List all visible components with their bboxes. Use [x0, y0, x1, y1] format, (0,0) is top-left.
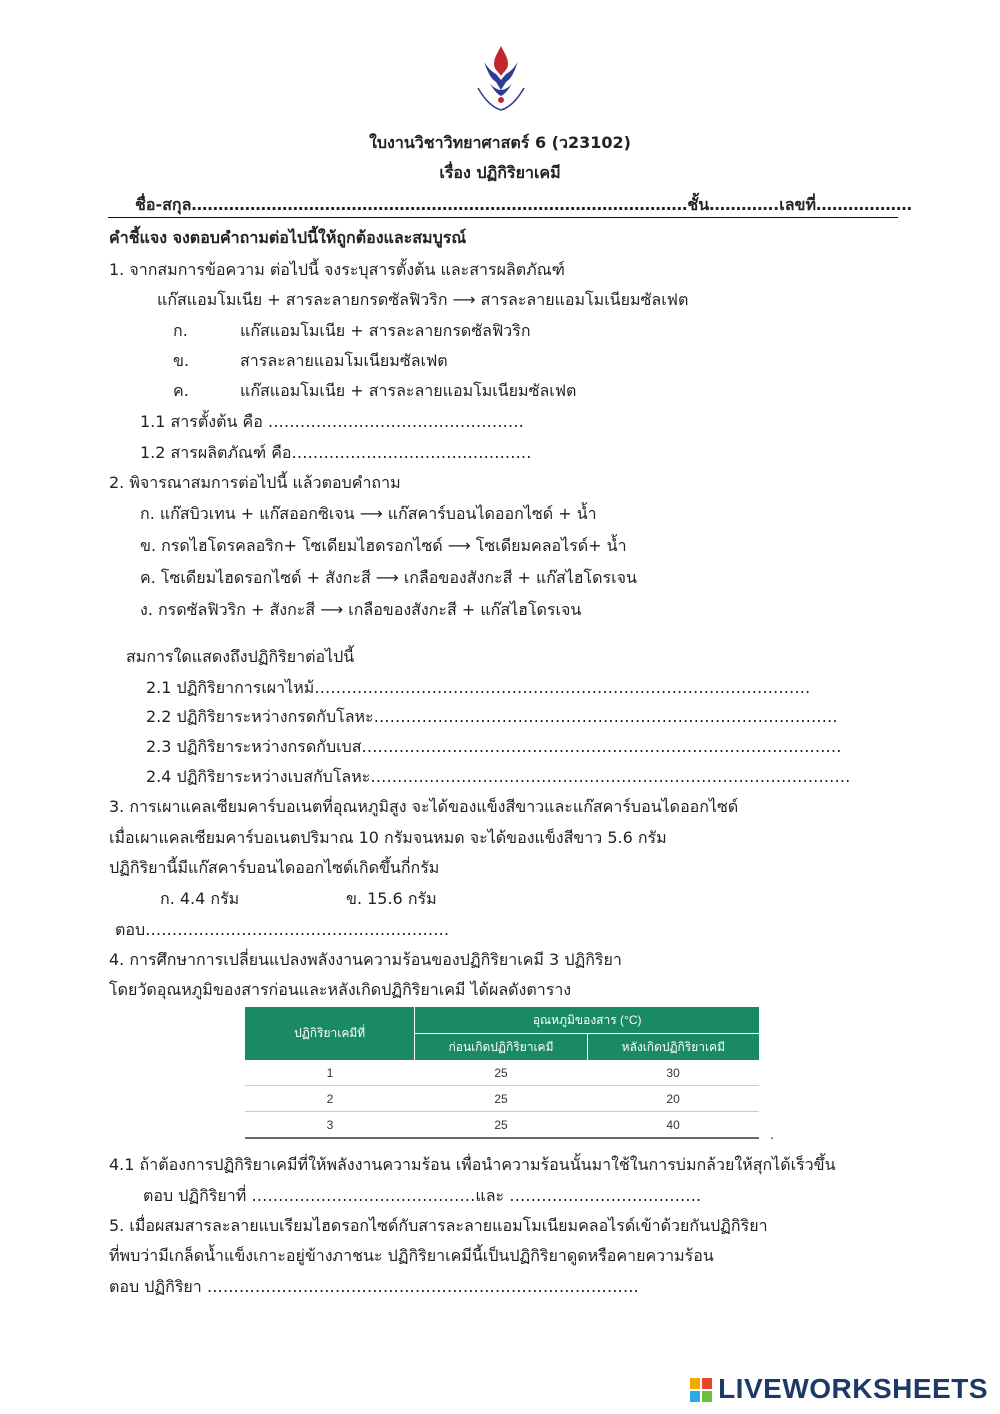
worksheet-subject: เรื่อง ปฏิกิริยาเคมี	[439, 163, 561, 182]
cell-reaction-no: 1	[245, 1060, 415, 1086]
q1-choice-b-text: สารละลายแอมโมเนียมซัลเฟต	[240, 351, 448, 370]
header-divider	[108, 217, 898, 218]
q1-choice-c-label: ค.	[173, 381, 189, 400]
liveworksheets-icon	[690, 1378, 712, 1402]
q2-4-answer[interactable]: 2.4 ปฏิกิริยาระหว่างเบสกับโลหะ………………………………………………………………………………	[146, 767, 851, 786]
worksheet-title: ใบงานวิชาวิทยาศาสตร์ 6 (ว23102)	[369, 133, 631, 152]
q4-1-question: 4.1 ถ้าต้องการปฏิกิริยาเคมีที่ให้พลังงานความร้อน เพื่อนำความร้อนนั้นมาใช้ในการบ่มกล้วยให้สุกได้เร็วขึ้น	[109, 1155, 836, 1174]
q1-choice-a-text: แก๊สแอมโมเนีย + สารละลายกรดซัลฟิวริก	[240, 321, 531, 340]
q2-equation-a: ก. แก๊สบิวเทน + แก๊สออกซิเจน ⟶ แก๊สคาร์บอนไดออกไซด์ + น้ำ	[140, 504, 597, 523]
cell-before: 25	[415, 1086, 587, 1112]
cell-reaction-no: 2	[245, 1086, 415, 1112]
q1-reactant-answer[interactable]: 1.1 สารตั้งต้น คือ …………………………………………	[140, 412, 524, 431]
q5-answer[interactable]: ตอบ ปฏิกิริยา ………………………………………………………………………	[109, 1277, 639, 1296]
cell-before: 25	[415, 1060, 587, 1086]
cell-after: 20	[587, 1086, 759, 1112]
table-row	[245, 1112, 759, 1139]
q2-1-answer[interactable]: 2.1 ปฏิกิริยาการเผาไหม้…………………………………………………………………………………	[146, 678, 811, 697]
q1-choice-b-label: ข.	[173, 351, 190, 370]
cell-after: 30	[587, 1060, 759, 1086]
q1-choice-a-label: ก.	[173, 321, 188, 340]
name-line: ชื่อ-สกุล…………………………………………………………………………………ชั้น………….เลขที่………………	[135, 195, 912, 214]
q3-choice-a: ก. 4.4 กรัม	[160, 889, 240, 908]
q5-line-2: ที่พบว่ามีเกล็ดน้ำแข็งเกาะอยู่ข้างภาชนะ ปฏิกิริยาเคมีนี้เป็นปฏิกิริยาดูดหรือคายความร้อน	[109, 1246, 714, 1265]
q1-prompt: 1. จากสมการข้อความ ต่อไปนี้ จงระบุสารตั้งต้น และสารผลิตภัณฑ์	[109, 260, 565, 279]
table-row	[245, 1086, 759, 1112]
q4-line-2: โดยวัดอุณหภูมิของสารก่อนและหลังเกิดปฏิกิริยาเคมี ได้ผลดังตาราง	[109, 980, 572, 999]
q2-2-answer[interactable]: 2.2 ปฏิกิริยาระหว่างกรดกับโลหะ……………………………………………………………………………	[146, 707, 838, 726]
school-emblem-logo	[470, 42, 532, 116]
q3-answer[interactable]: ตอบ…………………………………………………	[115, 920, 450, 939]
q1-choice-c-text: แก๊สแอมโมเนีย + สารละลายแอมโมเนียมซัลเฟต	[240, 381, 577, 400]
q2-prompt: 2. พิจารณาสมการต่อไปนี้ แล้วตอบคำถาม	[109, 473, 401, 492]
q3-choice-b: ข. 15.6 กรัม	[346, 889, 437, 908]
table-row	[245, 1060, 759, 1086]
q2-equation-b: ข. กรดไฮโดรคลอริก+ โซเดียมไฮดรอกไซด์ ⟶ โซเดียมคลอไรด์+ น้ำ	[140, 536, 627, 555]
liveworksheets-brand[interactable]: LIVEWORKSHEETS	[718, 1373, 988, 1404]
temperature-table	[245, 1007, 759, 1139]
q3-line-3: ปฏิกิริยานี้มีแก๊สคาร์บอนไดออกไซด์เกิดขึ้นกี่กรัม	[109, 858, 440, 877]
col-before-header: ก่อนเกิดปฏิกิริยาเคมี	[415, 1034, 587, 1061]
q3-line-1: 3. การเผาแคลเซียมคาร์บอเนตที่อุณหภูมิสูง จะได้ของแข็งสีขาวและแก๊สคาร์บอนไดออกไซด์	[109, 797, 739, 816]
q5-line-1: 5. เมื่อผสมสารละลายแบเรียมไฮดรอกไซด์กับสารละลายแอมโมเนียมคลอไรด์เข้าด้วยกันปฏิกิริยา	[109, 1216, 768, 1235]
stray-dot: .	[770, 1128, 774, 1142]
q2-equation-c: ค. โซเดียมไฮดรอกไซด์ + สังกะสี ⟶ เกลือของสังกะสี + แก๊สไฮโดรเจน	[140, 568, 637, 587]
q4-line-1: 4. การศึกษาการเปลี่ยนแปลงพลังงานความร้อนของปฏิกิริยาเคมี 3 ปฏิกิริยา	[109, 950, 622, 969]
q3-line-2: เมื่อเผาแคลเซียมคาร์บอเนตปริมาณ 10 กรัมจนหมด จะได้ของแข็งสีขาว 5.6 กรัม	[109, 828, 667, 847]
col-group-header: อุณหภูมิของสาร (°C)	[415, 1007, 759, 1034]
cell-before: 25	[415, 1112, 587, 1139]
instructions: คำชี้แจง จงตอบคำถามต่อไปนี้ให้ถูกต้องและสมบูรณ์	[109, 228, 467, 247]
q2-equation-d: ง. กรดซัลฟิวริก + สังกะสี ⟶ เกลือของสังกะสี + แก๊สไฮโดรเจน	[140, 600, 582, 619]
col-after-header: หลังเกิดปฏิกิริยาเคมี	[587, 1034, 759, 1061]
q4-1-answer[interactable]: ตอบ ปฏิกิริยาที่ ……………………………………และ ………………………………	[143, 1186, 702, 1205]
col-reaction-header: ปฏิกิริยาเคมีที่	[245, 1007, 415, 1060]
cell-reaction-no: 3	[245, 1112, 415, 1139]
q1-product-answer[interactable]: 1.2 สารผลิตภัณฑ์ คือ………………………………………	[140, 443, 532, 462]
q2-question: สมการใดแสดงถึงปฏิกิริยาต่อไปนี้	[126, 647, 355, 666]
q2-3-answer[interactable]: 2.3 ปฏิกิริยาระหว่างกรดกับเบส………………………………………………………………………………	[146, 737, 842, 756]
q1-equation: แก๊สแอมโมเนีย + สารละลายกรดซัลฟิวริก ⟶ สารละลายแอมโมเนียมซัลเฟต	[157, 290, 689, 309]
cell-after: 40	[587, 1112, 759, 1139]
